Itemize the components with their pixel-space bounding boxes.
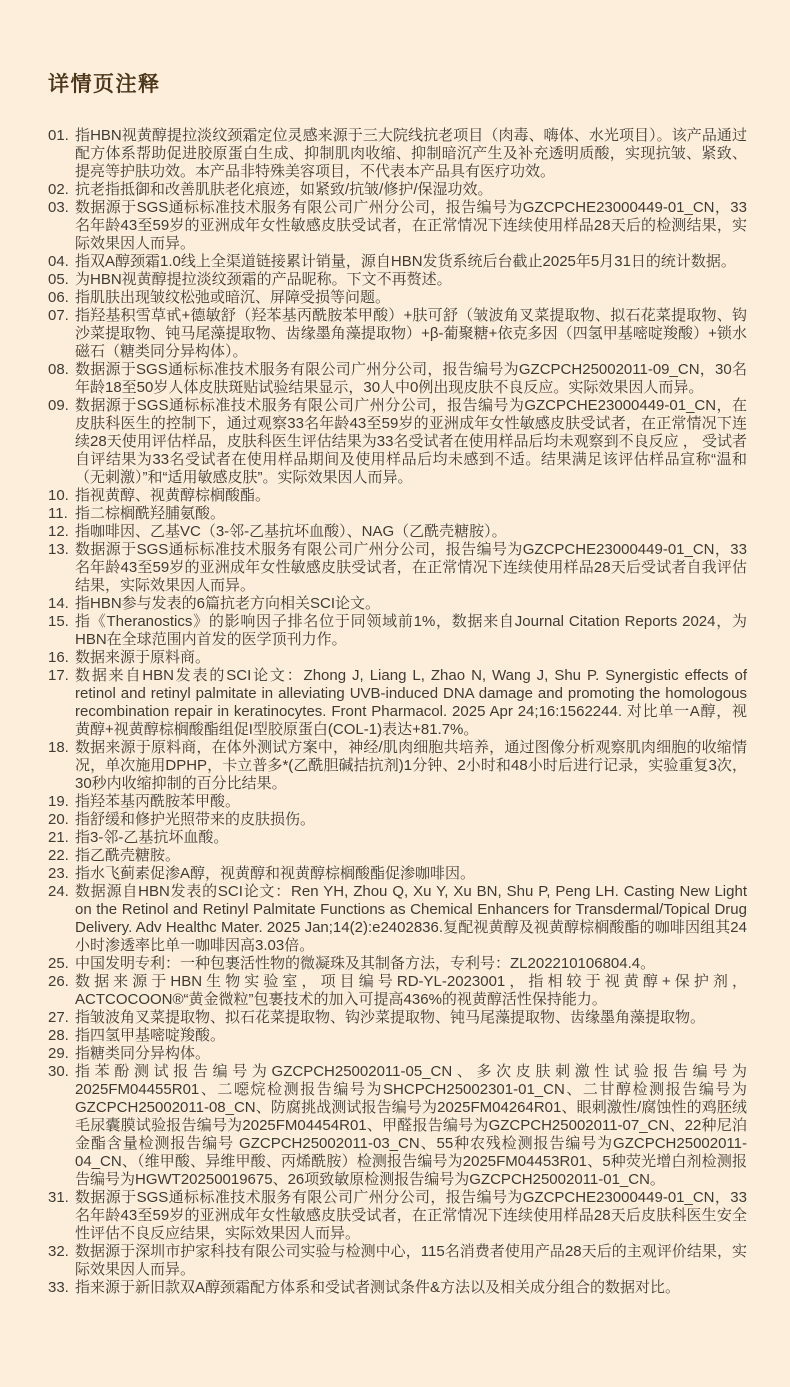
note-item	[48, 847, 747, 865]
page-title: 详情页注释	[48, 73, 161, 96]
note-text: 数据来源于原料商，在体外测试方案中，神经/肌肉细胞共培养，通过图像分析观察肌肉细胞的收缩情况，单次施用DPHP，卡立普多*(乙酰胆碱拮抗剂)1分钟、2小时和48小时后进行记录，实验重复3次，30秒内收缩抑制的百分比结果。	[75, 739, 747, 792]
note-number: 26.	[48, 973, 69, 990]
note-item	[48, 1243, 747, 1279]
note-item	[48, 1027, 747, 1045]
note-number: 20.	[48, 811, 69, 828]
note-text: 数据源于SGS通标标准技术服务有限公司广州分公司，报告编号为GZCPCH25002011-09_CN，30名年龄18至50岁人体皮肤斑贴试验结果显示，30人中0例出现皮肤不良反应。实际效果因人而异。	[75, 361, 747, 396]
note-text: 数据源自HBN发表的SCI论文：Ren YH, Zhou Q, Xu Y, Xu BN, Shu P, Peng LH. Casting New Light on the Retinol and Retinyl Palmitate Functions as Chemical Enhancers for Transdermal/Topical Drug Delivery. Adv Healthc Mater. 2025 Jan;14(2):e2402836.复配视黄醇及视黄醇棕榈酸酯的咖啡因组其24小时渗透率比单一咖啡因高3.03倍。	[75, 883, 747, 954]
note-number: 30.	[48, 1063, 69, 1080]
note-item	[48, 487, 747, 505]
note-item	[48, 667, 747, 739]
note-number: 09.	[48, 397, 69, 414]
note-number: 15.	[48, 613, 69, 630]
note-item	[48, 1045, 747, 1063]
note-number: 08.	[48, 361, 69, 378]
note-text: 指皱波角叉菜提取物、拟石花菜提取物、钩沙菜提取物、钝马尾藻提取物、齿缘墨角藻提取物。	[75, 1009, 706, 1026]
note-text: 指二棕榈酰羟脯氨酸。	[75, 505, 226, 522]
note-number: 11.	[48, 505, 68, 522]
note-number: 03.	[48, 199, 69, 216]
note-number: 32.	[48, 1243, 69, 1260]
note-number: 29.	[48, 1045, 69, 1062]
note-text: 指双A醇颈霜1.0线上全渠道链接累计销量，源自HBN发货系统后台截止2025年5月31日的统计数据。	[75, 253, 736, 270]
note-item	[48, 505, 747, 523]
note-item	[48, 397, 747, 487]
notes-list	[48, 127, 747, 1297]
note-number: 31.	[48, 1189, 69, 1206]
note-text: 数据源于深圳市护家科技有限公司实验与检测中心，115名消费者使用产品28天后的主观评价结果，实际效果因人而异。	[75, 1243, 747, 1278]
note-item	[48, 1063, 747, 1189]
note-text: 数据源于SGS通标标准技术服务有限公司广州分公司，报告编号为GZCPCHE23000449-01_CN，33名年龄43至59岁的亚洲成年女性敏感皮肤受试者，在正常情况下连续使用样品28天后受试者自我评估结果，实际效果因人而异。	[75, 541, 747, 594]
note-item	[48, 181, 747, 199]
note-item	[48, 1009, 747, 1027]
note-item	[48, 253, 747, 271]
note-number: 12.	[48, 523, 69, 540]
note-item	[48, 649, 747, 667]
note-number: 01.	[48, 127, 69, 144]
note-text: 指咖啡因、乙基VC（3-邻-乙基抗坏血酸）、NAG（乙酰壳糖胺）。	[75, 523, 507, 540]
note-item	[48, 613, 747, 649]
note-item	[48, 793, 747, 811]
note-number: 19.	[48, 793, 69, 810]
note-item	[48, 955, 747, 973]
note-number: 02.	[48, 181, 69, 198]
note-text: 指HBN视黄醇提拉淡纹颈霜定位灵感来源于三大院线抗老项目（肉毒、嗨体、水光项目）。该产品通过配方体系帮助促进胶原蛋白生成、抑制肌肉收缩、抑制暗沉产生及补充透明质酸，实现抗皱、紧致、提亮等护肤功效。本产品非特殊美容项目，不代表本产品具有医疗功效。	[75, 127, 747, 180]
note-number: 06.	[48, 289, 69, 306]
note-number: 23.	[48, 865, 69, 882]
note-number: 10.	[48, 487, 69, 504]
note-text: 指羟苯基丙酰胺苯甲酸。	[75, 793, 241, 810]
note-text: 指羟基积雪草甙+德敏舒（羟苯基丙酰胺苯甲酸）+肤可舒（皱波角叉菜提取物、拟石花菜提取物、钩沙菜提取物、钝马尾藻提取物、齿缘墨角藻提取物）+β-葡聚糖+依克多因（四氢甲基嘧啶羧酸）+锁水磁石（糖类同分异构体）。	[75, 307, 747, 360]
note-text: 指舒缓和修护光照带来的皮肤损伤。	[75, 811, 316, 828]
note-item	[48, 829, 747, 847]
note-text: 指来源于新旧款双A醇颈霜配方体系和受试者测试条件&方法以及相关成分组合的数据对比。	[75, 1279, 681, 1296]
note-item	[48, 541, 747, 595]
note-text: 指四氢甲基嘧啶羧酸。	[75, 1027, 226, 1044]
note-text: 数据来自HBN发表的SCI论文：Zhong J, Liang L, Zhao N, Wang J, Shu P. Synergistic effects of retinol and retinyl palmitate in alleviating UVB-induced DNA damage and promoting the homologous recombination repair in keratinocytes. Front Pharmacol. 2025 Apr 24;16:1562244. 对比单一A醇，视黄醇+视黄醇棕榈酸酯组促I型胶原蛋白(COL-1)表达+81.7%。	[75, 667, 747, 738]
note-item	[48, 523, 747, 541]
note-number: 28.	[48, 1027, 69, 1044]
note-item	[48, 1279, 747, 1297]
note-text: 数据来源于原料商。	[75, 649, 211, 666]
note-number: 17.	[48, 667, 69, 684]
note-item	[48, 307, 747, 361]
note-text: 指3-邻-乙基抗坏血酸。	[75, 829, 229, 846]
note-text: 数据来源于HBN生物实验室，项目编号RD-YL-2023001，指相较于视黄醇+保护剂，ACTCOCOON®“黄金微粒”包裹技术的加入可提高436%的视黄醇活性保持能力。	[75, 973, 747, 1008]
note-item	[48, 127, 747, 181]
note-number: 27.	[48, 1009, 69, 1026]
note-number: 25.	[48, 955, 69, 972]
note-item	[48, 739, 747, 793]
note-text: 抗老指抵御和改善肌肤老化痕迹，如紧致/抗皱/修护/保湿功效。	[75, 181, 493, 198]
note-number: 14.	[48, 595, 69, 612]
note-number: 22.	[48, 847, 69, 864]
note-item	[48, 865, 747, 883]
note-text: 指视黄醇、视黄醇棕榈酸酯。	[75, 487, 271, 504]
note-item	[48, 361, 747, 397]
note-item	[48, 973, 747, 1009]
note-text: 为HBN视黄醇提拉淡纹颈霜的产品昵称。下文不再赘述。	[75, 271, 452, 288]
note-item	[48, 811, 747, 829]
note-text: 指乙酰壳糖胺。	[75, 847, 181, 864]
note-number: 21.	[48, 829, 69, 846]
note-item	[48, 1189, 747, 1243]
note-text: 指糖类同分异构体。	[75, 1045, 211, 1062]
note-text: 中国发明专利：一种包裹活性物的微凝珠及其制备方法，专利号：ZL202210106804.4。	[75, 955, 656, 972]
note-text: 指肌肤出现皱纹松弛或暗沉、屏障受损等问题。	[75, 289, 391, 306]
note-number: 16.	[48, 649, 69, 666]
note-number: 13.	[48, 541, 69, 558]
note-item	[48, 883, 747, 955]
note-text: 指《Theranostics》的影响因子排名位于同领域前1%，数据来自Journal Citation Reports 2024，为HBN在全球范围内首发的医学顶刊力作。	[75, 613, 747, 648]
note-text: 数据源于SGS通标标准技术服务有限公司广州分公司，报告编号为GZCPCHE23000449-01_CN，在皮肤科医生的控制下，通过观察33名年龄43至59岁的亚洲成年女性敏感皮肤受试者，在正常情况下连续28天使用评估样品，皮肤科医生评估结果为33名受试者在使用样品后均未观察到不良反应 ， 受试者自评结果为33名受试者在使用样品期间及使用样品后均未感到不适。结果满足该评估样品宣称“温和（无刺激）”和“适用敏感皮肤”。实际效果因人而异。	[75, 397, 747, 486]
note-number: 24.	[48, 883, 69, 900]
note-number: 33.	[48, 1279, 69, 1296]
note-number: 18.	[48, 739, 69, 756]
note-number: 07.	[48, 307, 69, 324]
note-text: 指苯酚测试报告编号为GZCPCH25002011-05_CN、多次皮肤刺激性试验报告编号为2025FM04455R01、二噁烷检测报告编号为SHCPCH25002301-01_CN、二甘醇检测报告编号为GZCPCH25002011-08_CN、防腐挑战测试报告编号为2025FM04264R01、眼刺激性/腐蚀性的鸡胚绒毛尿囊膜试验报告编号为2025FM04454R01、甲醛报告编号为GZCPCH25002011-07_CN、22种尼泊金酯含量检测报告编号 GZCPCH25002011-03_CN、55种农残检测报告编号为GZCPCH25002011-04_CN、（维甲酸、异维甲酸、丙烯酰胺）检测报告编号为2025FM04453R01、5种荧光增白剂检测报告编号为HGWT20250019675、26项致敏原检测报告编号为GZCPCH25002011-01_CN。	[75, 1063, 747, 1188]
note-text: 指HBN参与发表的6篇抗老方向相关SCI论文。	[75, 595, 381, 612]
note-text: 指水飞蓟素促渗A醇，视黄醇和视黄醇棕榈酸酯促渗咖啡因。	[75, 865, 476, 882]
note-text: 数据源于SGS通标标准技术服务有限公司广州分公司，报告编号为GZCPCHE23000449-01_CN，33名年龄43至59岁的亚洲成年女性敏感皮肤受试者，在正常情况下连续使用样品28天后的检测结果，实际效果因人而异。	[75, 199, 747, 252]
note-item	[48, 595, 747, 613]
note-item	[48, 199, 747, 253]
note-number: 04.	[48, 253, 69, 270]
note-item	[48, 271, 747, 289]
note-number: 05.	[48, 271, 69, 288]
note-text: 数据源于SGS通标标准技术服务有限公司广州分公司，报告编号为GZCPCHE23000449-01_CN，33名年龄43至59岁的亚洲成年女性敏感皮肤受试者，在正常情况下连续使用样品28天后皮肤科医生安全性评估不良反应结果，实际效果因人而异。	[75, 1189, 747, 1242]
note-item	[48, 289, 747, 307]
